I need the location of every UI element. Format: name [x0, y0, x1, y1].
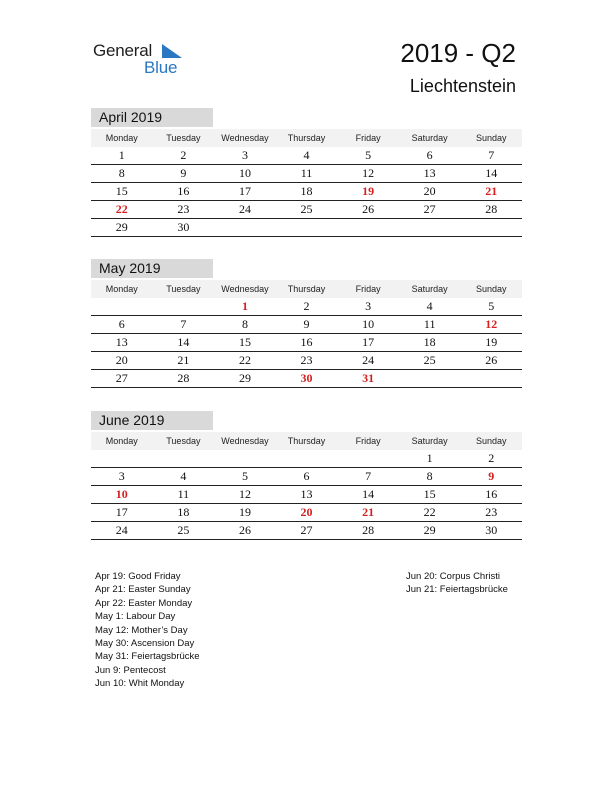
weekday-label: Monday — [105, 436, 138, 446]
day-cell: 28 — [485, 202, 498, 216]
day-cell: 6 — [303, 469, 310, 483]
weekday-label: Tuesday — [166, 436, 201, 446]
day-cell: 5 — [365, 148, 372, 162]
month-june — [91, 411, 522, 540]
day-cell: 22 — [423, 505, 436, 519]
holiday-day-cell: 1 — [241, 299, 248, 313]
day-cell: 6 — [118, 317, 125, 331]
logo-text-general: General — [93, 41, 153, 60]
day-cell: 5 — [241, 469, 248, 483]
day-cell: 11 — [300, 166, 313, 180]
day-cell — [399, 219, 461, 236]
day-cell: 5 — [488, 299, 495, 313]
day-cell: 29 — [423, 523, 436, 537]
day-cell: 23 — [485, 505, 498, 519]
holiday-day-cell: 31 — [362, 371, 375, 385]
weekday-label: Thursday — [287, 284, 326, 294]
holiday-note: May 30: Ascension Day — [95, 638, 195, 650]
holiday-note: May 12: Mother’s Day — [95, 624, 188, 636]
holiday-note: Apr 21: Easter Sunday — [95, 584, 191, 596]
weekday-label: Wednesday — [221, 436, 269, 446]
day-cell — [337, 450, 399, 467]
day-cell: 7 — [488, 148, 495, 162]
day-cell: 12 — [238, 487, 251, 501]
day-cell: 9 — [303, 317, 310, 331]
weekday-label: Monday — [105, 284, 138, 294]
month-title: April 2019 — [91, 108, 213, 127]
day-cell: 10 — [362, 317, 375, 331]
day-cell: 10 — [238, 166, 251, 180]
day-cell: 13 — [300, 487, 313, 501]
holiday-note: Apr 19: Good Friday — [95, 571, 181, 582]
week-row — [91, 219, 522, 237]
day-cell: 18 — [177, 505, 190, 519]
day-cell: 25 — [177, 523, 190, 537]
holiday-day-cell: 20 — [300, 505, 313, 519]
holiday-note: Apr 22: Easter Monday — [95, 597, 193, 609]
weekday-label: Saturday — [411, 133, 448, 143]
week-row — [91, 450, 522, 468]
day-cell — [91, 298, 153, 315]
day-cell — [399, 370, 461, 387]
day-cell: 16 — [485, 487, 498, 501]
weekday-label: Wednesday — [221, 284, 269, 294]
day-cell: 17 — [362, 335, 375, 349]
day-cell — [153, 450, 215, 467]
weekday-label: Wednesday — [221, 133, 269, 143]
holiday-note: Jun 20: Corpus Christi — [406, 571, 500, 582]
day-cell: 8 — [426, 469, 433, 483]
day-cell: 16 — [300, 335, 313, 349]
brand-logo — [93, 41, 193, 77]
week-row — [91, 468, 522, 486]
day-cell: 18 — [423, 335, 436, 349]
holiday-day-cell: 12 — [485, 317, 498, 331]
day-cell: 3 — [365, 299, 372, 313]
day-cell: 16 — [177, 184, 190, 198]
day-cell: 2 — [488, 451, 495, 465]
day-cell: 26 — [485, 353, 498, 367]
day-cell: 28 — [362, 523, 375, 537]
month-may — [91, 259, 522, 388]
day-cell: 1 — [118, 148, 125, 162]
day-cell: 19 — [485, 335, 498, 349]
day-cell — [214, 450, 276, 467]
day-cell: 25 — [423, 353, 436, 367]
weekday-label: Friday — [355, 133, 381, 143]
day-cell: 13 — [423, 166, 436, 180]
holiday-day-cell: 22 — [115, 202, 128, 216]
weekday-label: Tuesday — [166, 284, 201, 294]
holiday-note: May 31: Feiertagsbrücke — [95, 651, 200, 663]
week-row — [91, 201, 522, 219]
day-cell: 7 — [365, 469, 372, 483]
weekday-header — [91, 129, 522, 147]
weekday-label: Saturday — [411, 436, 448, 446]
day-cell: 24 — [115, 523, 128, 537]
day-cell: 20 — [115, 353, 128, 367]
day-cell: 14 — [362, 487, 375, 501]
day-cell: 20 — [423, 184, 436, 198]
day-cell: 4 — [180, 469, 187, 483]
day-cell: 28 — [177, 371, 190, 385]
day-cell: 11 — [177, 487, 190, 501]
day-cell: 29 — [238, 371, 251, 385]
holiday-day-cell: 21 — [485, 184, 498, 198]
day-cell: 14 — [485, 166, 498, 180]
day-cell: 17 — [238, 184, 251, 198]
day-cell: 11 — [423, 317, 436, 331]
holiday-note: Jun 21: Feiertagsbrücke — [406, 584, 508, 596]
week-row — [91, 504, 522, 522]
holiday-day-cell: 30 — [300, 371, 313, 385]
day-cell: 2 — [303, 299, 310, 313]
day-cell: 15 — [238, 335, 251, 349]
holiday-notes-left — [95, 570, 200, 691]
weekday-label: Thursday — [287, 133, 326, 143]
weekday-label: Sunday — [475, 133, 507, 143]
holiday-day-cell: 10 — [115, 487, 128, 501]
day-cell: 29 — [115, 220, 128, 234]
day-cell: 6 — [426, 148, 433, 162]
day-cell: 13 — [115, 335, 128, 349]
day-cell — [337, 219, 399, 236]
weekday-label: Thursday — [287, 436, 326, 446]
day-cell: 8 — [118, 166, 125, 180]
day-cell: 22 — [238, 353, 251, 367]
day-cell — [460, 370, 522, 387]
week-row — [91, 522, 522, 540]
weekday-label: Sunday — [475, 284, 507, 294]
month-title: June 2019 — [91, 411, 213, 430]
holiday-note: Jun 10: Whit Monday — [95, 678, 185, 690]
day-cell: 24 — [362, 353, 375, 367]
week-row — [91, 183, 522, 201]
day-cell: 18 — [300, 184, 313, 198]
day-cell — [276, 219, 338, 236]
day-cell: 23 — [300, 353, 313, 367]
weekday-label: Monday — [105, 133, 138, 143]
week-row — [91, 165, 522, 183]
week-row — [91, 370, 522, 388]
day-cell — [460, 219, 522, 236]
month-title: May 2019 — [91, 259, 213, 278]
weekday-label: Saturday — [411, 284, 448, 294]
day-cell: 8 — [241, 317, 248, 331]
day-cell: 17 — [115, 505, 128, 519]
weekday-header — [91, 432, 522, 450]
holiday-day-cell: 21 — [362, 505, 375, 519]
month-april — [91, 108, 522, 237]
day-cell — [276, 450, 338, 467]
day-cell: 15 — [423, 487, 436, 501]
day-cell: 30 — [177, 220, 190, 234]
week-row — [91, 147, 522, 165]
week-row — [91, 334, 522, 352]
day-cell: 3 — [241, 148, 248, 162]
weekday-label: Sunday — [475, 436, 507, 446]
day-cell: 26 — [362, 202, 375, 216]
week-row — [91, 298, 522, 316]
day-cell: 14 — [177, 335, 190, 349]
day-cell: 21 — [177, 353, 190, 367]
day-cell: 24 — [238, 202, 251, 216]
holiday-day-cell: 9 — [488, 469, 495, 483]
weekday-label: Friday — [355, 284, 381, 294]
week-row — [91, 316, 522, 334]
day-cell: 9 — [180, 166, 187, 180]
day-cell: 23 — [177, 202, 190, 216]
day-cell: 2 — [180, 148, 187, 162]
day-cell: 26 — [238, 523, 251, 537]
day-cell: 19 — [238, 505, 251, 519]
logo-triangle-icon — [162, 44, 182, 58]
holiday-day-cell: 19 — [362, 184, 375, 198]
page-title: 2019 - Q2 — [400, 38, 516, 68]
day-cell: 4 — [303, 148, 310, 162]
holiday-note: May 1: Labour Day — [95, 611, 176, 623]
day-cell: 3 — [118, 469, 125, 483]
day-cell: 15 — [115, 184, 128, 198]
weekday-label: Friday — [355, 436, 381, 446]
day-cell: 27 — [423, 202, 436, 216]
day-cell — [214, 219, 276, 236]
logo-text-blue: Blue — [144, 58, 178, 77]
day-cell: 4 — [426, 299, 433, 313]
day-cell — [153, 298, 215, 315]
day-cell: 7 — [180, 317, 187, 331]
day-cell: 25 — [300, 202, 313, 216]
holiday-notes-right — [406, 570, 508, 597]
weekday-label: Tuesday — [166, 133, 201, 143]
week-row — [91, 352, 522, 370]
day-cell: 30 — [485, 523, 498, 537]
holiday-note: Jun 9: Pentecost — [95, 664, 166, 676]
day-cell: 12 — [362, 166, 375, 180]
day-cell: 27 — [115, 371, 128, 385]
day-cell: 27 — [300, 523, 313, 537]
country-name: Liechtenstein — [409, 76, 516, 96]
weekday-header — [91, 280, 522, 298]
day-cell: 1 — [426, 451, 433, 465]
week-row — [91, 486, 522, 504]
day-cell — [91, 450, 153, 467]
